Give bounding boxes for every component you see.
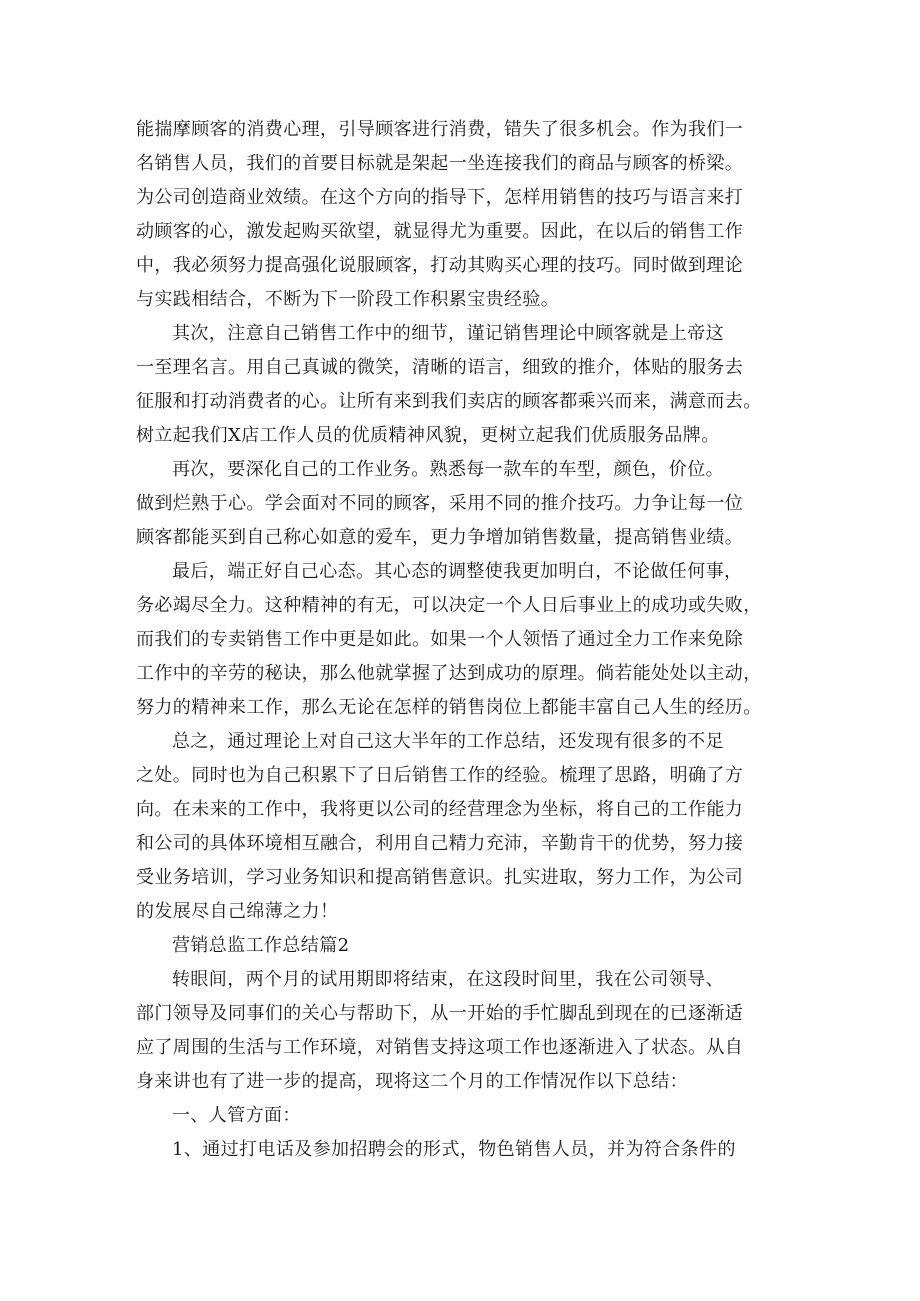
text-line: 中，我必须努力提高强化说服顾客，打动其购买心理的技巧。同时做到理论 <box>136 255 744 276</box>
text-line: 一至理名言。用自己真诚的微笑，清晰的语言，细致的推介，体贴的服务去 <box>136 357 744 378</box>
text-line: 顾客都能买到自己称心如意的爱车，更力争增加销售数量，提高销售业绩。 <box>136 527 744 548</box>
text-line: 1、通过打电话及参加招聘会的形式，物色销售人员，并为符合条件的 <box>172 1139 736 1160</box>
paragraph <box>136 453 796 555</box>
text-line: 动顾客的心，激发起购买欲望，就显得尤为重要。因此，在以后的销售工作 <box>136 221 744 242</box>
text-line: 努力的精神来工作，那么无论在怎样的销售岗位上都能丰富自己人生的经历。 <box>136 697 762 718</box>
text-line: 名销售人员，我们的首要目标就是架起一坐连接我们的商品与顾客的桥梁。 <box>136 153 744 174</box>
section-heading <box>136 929 796 963</box>
text-line: 部门领导及同事们的关心与帮助下，从一开始的手忙脚乱到现在的已逐渐适 <box>136 1003 744 1024</box>
text-line: 最后，端正好自己心态。其心态的调整使我更加明白，不论做任何事， <box>172 561 743 582</box>
paragraph <box>136 1133 796 1167</box>
paragraph <box>136 317 796 453</box>
text-line: 征服和打动消费者的心。让所有来到我们卖店的顾客都乘兴而来，满意而去。 <box>136 391 762 412</box>
paragraph <box>136 725 796 929</box>
text-line: 之处。同时也为自己积累下了日后销售工作的经验。梳理了思路，明确了方 <box>136 765 744 786</box>
text-line: 身来讲也有了进一步的提高，现将这二个月的工作情况作以下总结： <box>136 1071 688 1092</box>
text-line: 向。在未来的工作中，我将更以公司的经营理念为坐标，将自己的工作能力 <box>136 799 744 820</box>
text-line: 转眼间，两个月的试用期即将结束，在这段时间里，我在公司领导、 <box>172 969 724 990</box>
paragraph <box>136 555 796 725</box>
text-line: 务必竭尽全力。这种精神的有无，可以决定一个人日后事业上的成功或失败， <box>136 595 762 616</box>
text-line: 总之，通过理论上对自己这大半年的工作总结，还发现有很多的不足 <box>172 731 724 752</box>
text-line: 树立起我们X店工作人员的优质精神风貌，更树立起我们优质服务品牌。 <box>136 425 720 446</box>
subheading-line: 一、人管方面： <box>172 1105 301 1126</box>
text-line: 其次，注意自己销售工作中的细节，谨记销售理论中顾客就是上帝这 <box>172 323 724 344</box>
text-line: 为公司创造商业效绩。在这个方向的指导下，怎样用销售的技巧与语言来打 <box>136 187 744 208</box>
section-title: 营销总监工作总结篇2 <box>172 935 350 956</box>
text-line: 而我们的专卖销售工作中更是如此。如果一个人领悟了通过全力工作来免除 <box>136 629 744 650</box>
text-line: 工作中的辛劳的秘诀，那么他就掌握了达到成功的原理。倘若能处处以主动， <box>136 663 762 684</box>
text-line: 能揣摩顾客的消费心理，引导顾客进行消费，错失了很多机会。作为我们一 <box>136 119 744 140</box>
text-line: 做到烂熟于心。学会面对不同的顾客，采用不同的推介技巧。力争让每一位 <box>136 493 744 514</box>
text-line: 再次，要深化自己的工作业务。熟悉每一款车的车型，颜色，价位。 <box>172 459 724 480</box>
text-line: 与实践相结合，不断为下一阶段工作积累宝贵经验。 <box>136 289 560 310</box>
text-line: 的发展尽自己绵薄之力！ <box>136 901 339 922</box>
text-line: 和公司的具体环境相互融合，利用自己精力充沛，辛勤肯干的优势，努力接 <box>136 833 744 854</box>
paragraph <box>136 113 796 317</box>
paragraph <box>136 1099 796 1133</box>
text-line: 受业务培训，学习业务知识和提高销售意识。扎实进取，努力工作，为公司 <box>136 867 744 888</box>
document-body <box>136 113 796 1167</box>
paragraph <box>136 963 796 1099</box>
text-line: 应了周围的生活与工作环境，对销售支持这项工作也逐渐进入了状态。从自 <box>136 1037 744 1058</box>
